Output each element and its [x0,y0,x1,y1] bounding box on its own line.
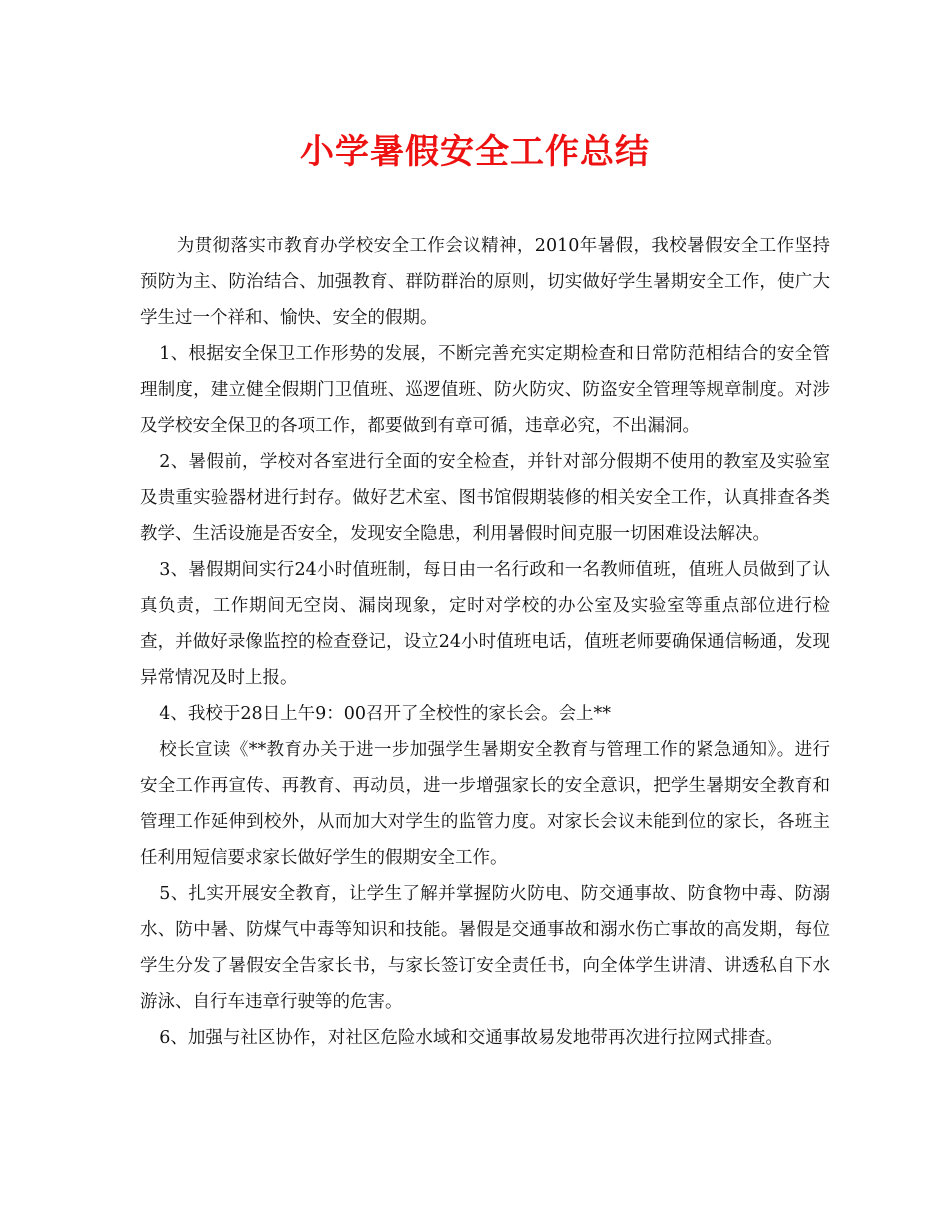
item-3-paragraph: 3、暑假期间实行24小时值班制，每日由一名行政和一名教师值班，值班人员做到了认真负责，工作期间无空岗、漏岗现象，定时对学校的办公室及实验室等重点部位进行检查，并做好录像监控的检查登记，设立24小时值班电话，值班老师要确保通信畅通，发现异常情况及时上报。 [140,560,830,688]
item-4-continuation-paragraph: 校长宣读《**教育办关于进一步加强学生暑期安全教育与管理工作的紧急通知》。进行安全工作再宣传、再教育、再动员，进一步增强家长的安全意识，把学生暑期安全教育和管理工作延伸到校外，从而加大对学生的监管力度。对家长会议未能到位的家长，各班主任利用短信要求家长做好学生的假期安全工作。 [140,740,830,868]
document-title: 小学暑假安全工作总结 [300,132,650,172]
item-1-paragraph: 1、根据安全保卫工作形势的发展，不断完善充实定期检查和日常防范相结合的安全管理制度，建立健全假期门卫值班、巡逻值班、防火防灾、防盗安全管理等规章制度。对涉及学校安全保卫的各项工作，都要做到有章可循，违章必究，不出漏洞。 [140,344,830,436]
item-2-paragraph: 2、暑假前，学校对各室进行全面的安全检查，并针对部分假期不使用的教室及实验室及贵重实验器材进行封存。做好艺术室、图书馆假期装修的相关安全工作，认真排查各类教学、生活设施是否安全，发现安全隐患，利用暑假时间克服一切困难设法解决。 [140,452,830,544]
intro-paragraph: 为贯彻落实市教育办学校安全工作会议精神，2010年暑假，我校暑假安全工作坚持预防为主、防治结合、加强教育、群防群治的原则，切实做好学生暑期安全工作，使广大学生过一个祥和、愉快、安全的假期。 [140,236,830,328]
item-4-paragraph: 4、我校于28日上午9：00召开了全校性的家长会。会上** [159,704,612,724]
item-6-paragraph: 6、加强与社区协作，对社区危险水域和交通事故易发地带再次进行拉网式排查。 [159,1028,783,1048]
item-5-paragraph: 5、扎实开展安全教育，让学生了解并掌握防火防电、防交通事故、防食物中毒、防溺水、防中暑、防煤气中毒等知识和技能。暑假是交通事故和溺水伤亡事故的高发期，每位学生分发了暑假安全告家长书，与家长签订安全责任书，向全体学生讲清、讲透私自下水游泳、自行车违章行驶等的危害。 [140,884,830,1012]
document-body [140,228,830,1056]
